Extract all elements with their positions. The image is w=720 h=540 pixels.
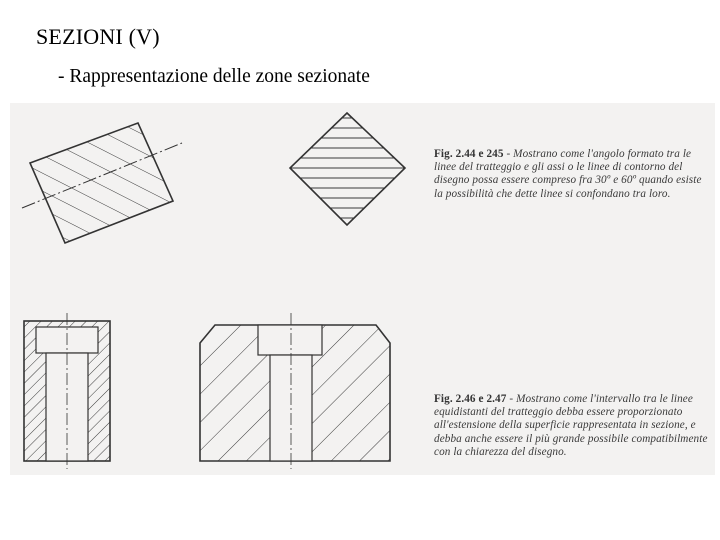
caption-text: - Mostrano come l'intervallo tra le linee equidistanti del tratteggio debba essere proporzionato all'estensione della superficie rappresentata in sezione, e debba anche essere il più grande possibile compatibilmente con la chiarezza del disegno. [434,393,708,458]
fig-2-46-small-section [24,313,110,469]
slide-subtitle: - Rappresentazione delle zone sezionate [58,66,370,87]
caption-text: - Mostrano come l'angolo formato tra le linee del tratteggio e gli assi o le linee di contorno del disegno possa essere compreso fra 30º e 60º quando esiste la possibilità che dette linee si confondano tra loro. [434,148,702,200]
fig-2-47-large-section [195,313,395,469]
caption-fig-2-44-2-45 [434,148,710,201]
slide-title: SEZIONI (V) [36,24,160,49]
caption-figure-ref: Fig. 2.44 e 245 [434,148,504,160]
fig-2-44-hatched-rectangle [22,123,182,243]
fig-2-45-hatched-diamond [290,113,405,225]
caption-fig-2-46-2-47 [434,393,710,459]
caption-figure-ref: Fig. 2.46 e 2.47 [434,393,507,405]
scanned-figure [10,103,715,475]
